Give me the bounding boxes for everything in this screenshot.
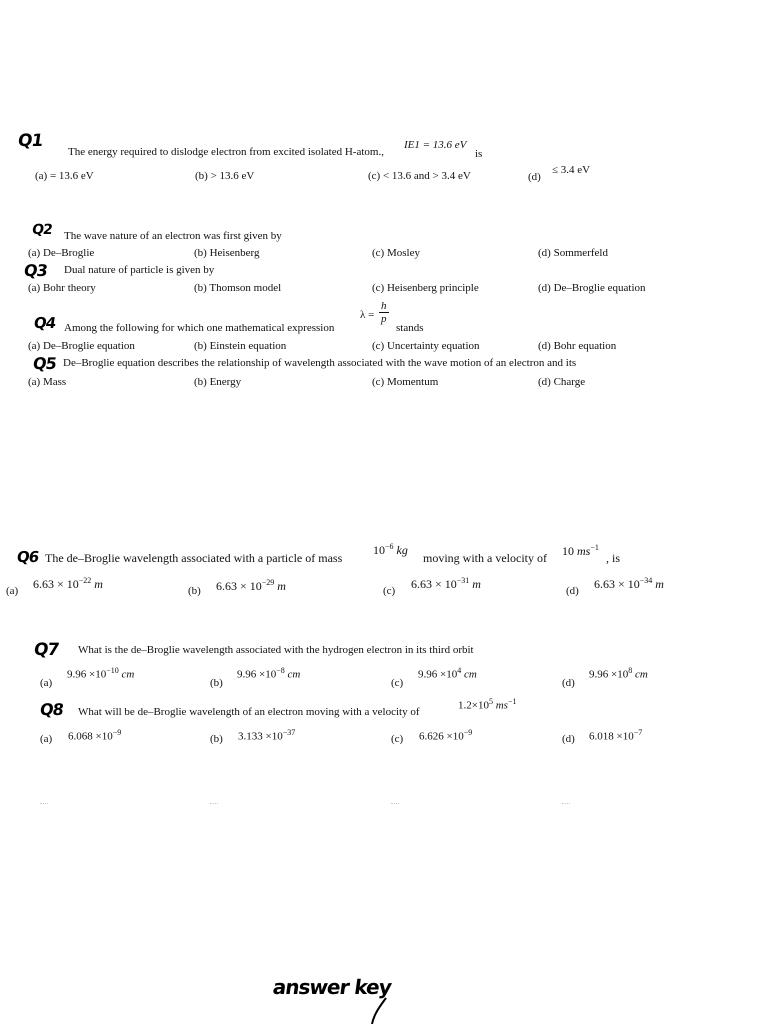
q4-option-a[interactable]: (a) De–Broglie equation [28,340,135,352]
q5-option-d[interactable]: (d) Charge [538,376,586,388]
q7-option-d-value[interactable] [589,666,648,681]
q4-option-c[interactable]: (c) Uncertainty equation [372,340,480,352]
q6-tag: Q6 [15,548,40,566]
q6-mass-exp: −6 [385,542,394,551]
q6-option-b-label[interactable]: (b) [188,585,201,597]
q1-suffix: is [475,148,483,160]
q7-option-d-base: 9.96 ×10 [589,668,629,681]
q1-expression: IE1 = 13.6 eV [404,139,467,151]
answer-key-handwriting: answer key [271,975,393,999]
q6-option-d-exp: −34 [639,576,653,585]
faint-mark [391,803,399,805]
q5-option-a[interactable]: (a) Mass [28,376,67,388]
q4-fraction-numerator: h [381,300,387,312]
q8-option-b-label[interactable]: (b) [210,733,223,745]
q7-option-c-unit: cm [463,668,477,681]
q7-option-d-label[interactable]: (d) [562,677,575,689]
q5-option-c[interactable]: (c) Momentum [372,376,439,388]
q8-option-b-base: 3.133 ×10 [238,730,283,743]
q7-option-a-base: 9.96 ×10 [67,668,107,681]
q7-option-b-unit: cm [287,668,301,681]
faint-mark [40,803,48,805]
q6-option-b-value[interactable] [216,578,286,594]
q7-tag: Q7 [32,640,60,660]
faint-mark [562,803,570,805]
q2-option-a[interactable]: (a) De–Broglie [28,247,95,259]
q8-velocity-unit-exp: −1 [507,697,517,706]
q6-option-a-value[interactable] [33,576,103,592]
q8-option-a-label[interactable]: (a) [40,733,53,745]
q3-tag: Q3 [22,261,49,280]
q6-velocity-exp: −1 [590,543,599,552]
q8-option-c-label[interactable]: (c) [391,733,404,745]
q7-option-b-base: 9.96 ×10 [237,668,277,681]
q1-option-b[interactable]: (b) > 13.6 eV [195,170,255,182]
q3-option-c[interactable]: (c) Heisenberg principle [372,282,479,294]
q6-option-d-base: 6.63 × 10 [594,577,640,591]
q7-option-c-base: 9.96 ×10 [418,668,458,681]
q4-text: Among the following for which one mathematical expression [64,322,335,334]
q8-option-d-label[interactable]: (d) [562,733,575,745]
q6-option-d-value[interactable] [594,576,664,592]
q6-mid: moving with a velocity of [423,551,547,565]
handwriting-stroke [366,996,396,1024]
q8-velocity [458,697,516,712]
q7-option-c-exp: 4 [457,666,462,675]
q6-velocity-base: 10 [562,544,574,558]
q8-velocity-base: 1.2×10 [458,699,489,712]
q7-option-c-value[interactable] [418,666,477,681]
q6-suffix: , is [606,551,621,565]
q6-option-a-exp: −22 [78,576,92,585]
q8-option-c-base: 6.626 ×10 [419,730,464,743]
q5-text: De–Broglie equation describes the relationship of wavelength associated with the wave motion of an electron and its [63,357,577,369]
q7-option-a-label[interactable]: (a) [40,677,53,689]
q5-option-b[interactable]: (b) Energy [194,376,242,388]
q2-option-d[interactable]: (d) Sommerfeld [538,247,608,259]
q8-option-a-base: 6.068 ×10 [68,730,113,743]
q6-option-b-unit: m [277,579,286,593]
q4-suffix: stands [396,322,424,334]
q6-option-a-unit: m [94,577,103,591]
q6-option-c-label[interactable]: (c) [383,585,396,597]
q7-option-c-label[interactable]: (c) [391,677,404,689]
q6-mass-base: 10 [373,543,385,557]
q4-option-d[interactable]: (d) Bohr equation [538,340,617,352]
q8-text: What will be de–Broglie wavelength of an electron moving with a velocity of [78,706,420,718]
q7-text: What is the de–Broglie wavelength associated with the hydrogen electron in its third orbit [78,644,474,656]
q7-option-a-unit: cm [121,668,135,681]
q8-option-d-exp: −7 [633,728,643,737]
q2-text: The wave nature of an electron was first given by [64,230,282,242]
q6-mass [373,542,408,558]
q2-option-c[interactable]: (c) Mosley [372,247,420,259]
q8-option-d-base: 6.018 ×10 [589,730,634,743]
q3-option-b[interactable]: (b) Thomson model [194,282,282,294]
q8-option-b-exp: −37 [282,728,296,737]
q8-velocity-unit: ms [495,699,508,712]
q6-option-c-base: 6.63 × 10 [411,577,457,591]
q1-text: The energy required to dislodge electron from excited isolated H-atom., [68,146,384,158]
q3-text: Dual nature of particle is given by [64,264,215,276]
q3-option-a[interactable]: (a) Bohr theory [28,282,96,294]
q8-option-b-value[interactable] [238,728,295,743]
q5-tag: Q5 [31,354,58,373]
q8-option-d-value[interactable] [589,728,642,743]
q1-option-d-label[interactable]: (d) [528,171,541,183]
q8-velocity-exp: 5 [488,697,493,706]
q6-option-d-label[interactable]: (d) [566,585,579,597]
q4-lambda: λ = [360,309,375,321]
q8-option-c-exp: −9 [463,728,473,737]
q8-option-a-value[interactable] [68,728,121,743]
q6-velocity [562,543,599,559]
q2-tag: Q2 [30,222,53,238]
q6-text: The de–Broglie wavelength associated with a particle of mass [45,551,343,565]
q1-option-c[interactable]: (c) < 13.6 and > 3.4 eV [368,170,471,182]
q1-tag: Q1 [16,131,44,151]
q7-option-a-exp: −10 [106,666,119,675]
q7-option-b-label[interactable]: (b) [210,677,223,689]
q8-tag: Q8 [38,700,65,719]
q3-option-d[interactable]: (d) De–Broglie equation [538,282,646,294]
q1-option-d-value[interactable]: ≤ 3.4 eV [552,164,591,176]
q7-option-d-exp: 8 [628,666,633,675]
q6-option-a-base: 6.63 × 10 [33,577,79,591]
q6-option-b-exp: −29 [261,578,275,587]
q6-option-c-unit: m [472,577,481,591]
q8-option-c-value[interactable] [419,728,472,743]
q6-option-a-label[interactable]: (a) [6,585,19,597]
q7-option-b-value[interactable] [237,666,300,681]
q7-option-d-unit: cm [634,668,648,681]
q6-option-c-exp: −31 [456,576,470,585]
q7-option-b-exp: −8 [276,666,285,675]
q4-fraction-denominator: p [381,313,387,325]
q4-tag: Q4 [32,314,57,332]
q6-option-d-unit: m [655,577,664,591]
q6-velocity-unit: ms [577,544,591,558]
q7-option-a-value[interactable] [67,666,134,681]
q8-option-a-exp: −9 [112,728,122,737]
q4-option-b[interactable]: (b) Einstein equation [194,340,287,352]
q6-option-c-value[interactable] [411,576,481,592]
q4-fraction [379,300,389,325]
faint-mark [210,803,218,805]
q1-option-a[interactable]: (a) = 13.6 eV [35,170,94,182]
q6-option-b-base: 6.63 × 10 [216,579,262,593]
q6-mass-unit: kg [396,543,408,557]
q2-option-b[interactable]: (b) Heisenberg [194,247,260,259]
